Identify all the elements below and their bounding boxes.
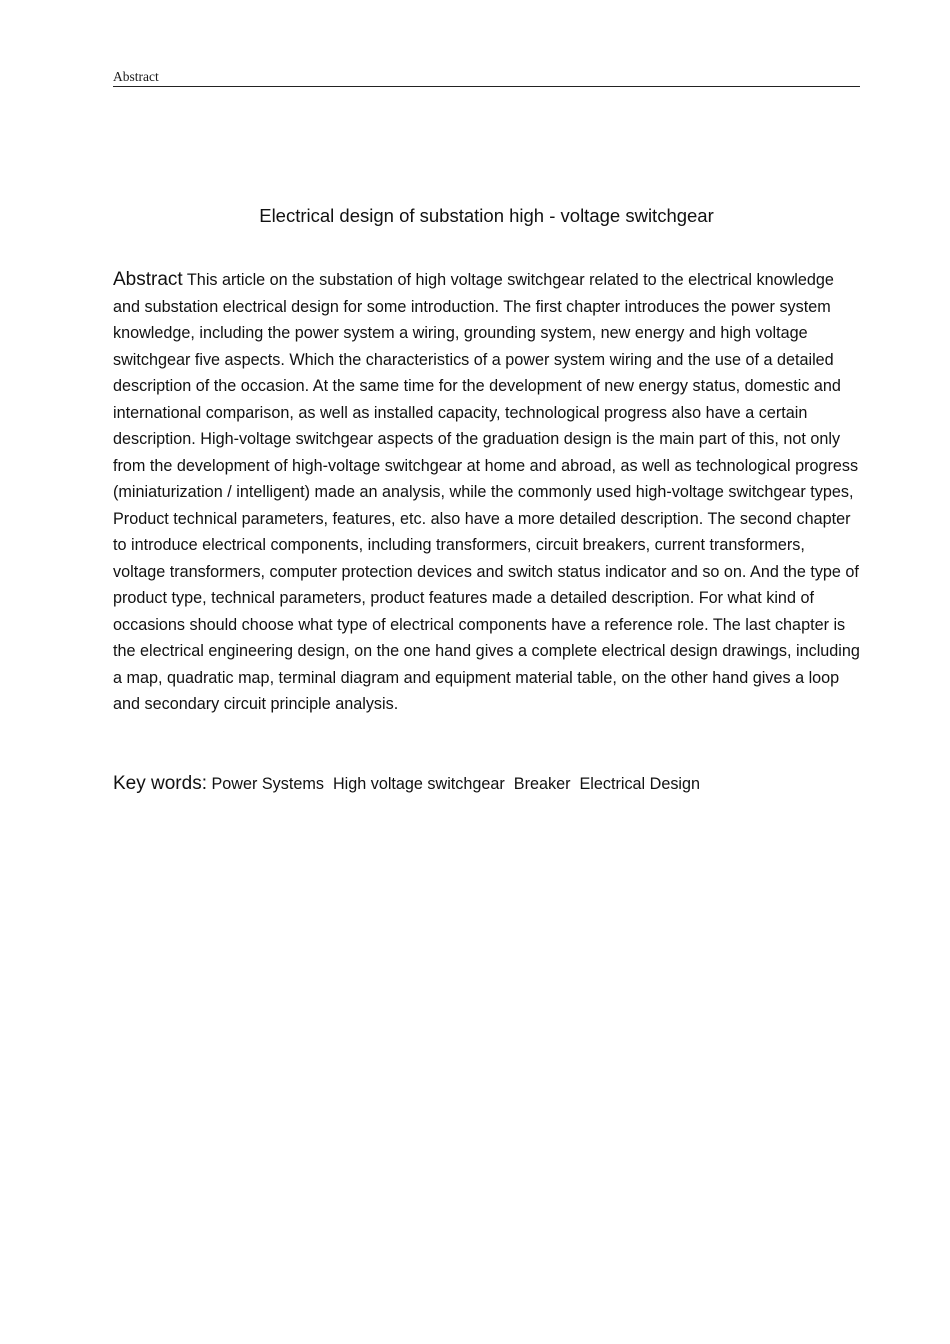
keywords-label: Key words: bbox=[113, 773, 207, 794]
keyword-item: Electrical Design bbox=[579, 775, 701, 793]
keyword-item: Breaker bbox=[513, 775, 571, 793]
page-header bbox=[113, 66, 860, 87]
keyword-item: High voltage switchgear bbox=[332, 775, 505, 793]
running-title: Abstract bbox=[113, 69, 159, 84]
abstract-body: This article on the substation of high voltage switchgear related to the electrical knowledge and substation electrical design for some introduction. The first chapter introduces the power system knowledge, including the power system a wiring, grounding system, new energy and high voltage switchgear five aspects. Which the characteristics of a power system wiring and the use of a detailed description of the occasion. At the same time for the development of new energy status, domestic and international comparison, as well as installed capacity, technological progress also have a certain description. High-voltage switchgear aspects of the graduation design is the main part of this, not only from the development of high-voltage switchgear at home and abroad, as well as technological progress (miniaturization / intelligent) made an analysis, while the commonly used high-voltage switchgear types, Product technical parameters, features, etc. also have a more detailed description. The second chapter to introduce electrical components, including transformers, circuit breakers, current transformers, voltage transformers, computer protection devices and switch status indicator and so on. And the type of product type, technical parameters, product features made a detailed description. For what kind of occasions should choose what type of electrical components have a reference role. The last chapter is the electrical engineering design, on the one hand gives a complete electrical design drawings, including a map, quadratic map, terminal diagram and equipment material table, on the other hand gives a loop and secondary circuit principle analysis. bbox=[113, 271, 860, 713]
keyword-item: Power Systems bbox=[211, 775, 324, 793]
document-title: Electrical design of substation high - voltage switchgear bbox=[259, 205, 714, 226]
abstract-paragraph bbox=[113, 267, 860, 718]
abstract-label: Abstract bbox=[113, 269, 183, 290]
keywords-line bbox=[113, 771, 860, 797]
